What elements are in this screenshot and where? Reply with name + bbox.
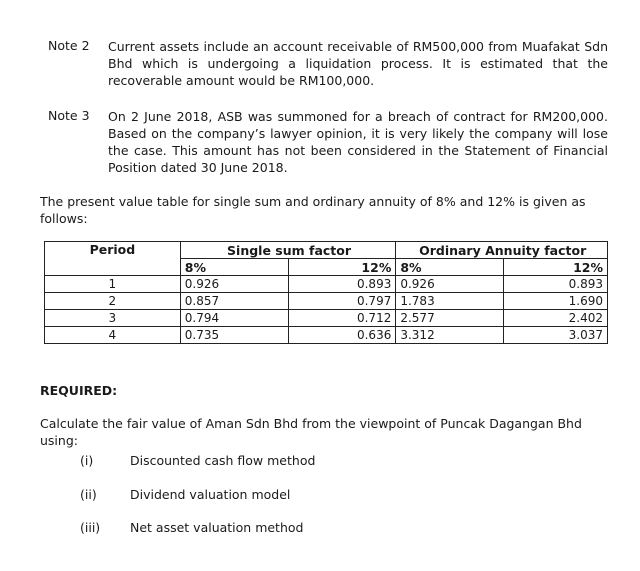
table-row <box>45 310 608 327</box>
period-cell: 3 <box>45 310 181 327</box>
single-12-cell: 0.797 <box>288 293 396 310</box>
period-header: Period <box>45 242 181 276</box>
single-12-cell: 0.636 <box>288 327 396 344</box>
item-text: Net asset valuation method <box>130 520 304 535</box>
single-sum-header: Single sum factor <box>180 242 396 259</box>
note-label: Note 3 <box>48 108 90 123</box>
single-8-cell: 0.794 <box>180 310 288 327</box>
annuity-12-cell: 0.893 <box>504 276 608 293</box>
rate-header-8: 8% <box>180 259 288 276</box>
question-text: Calculate the fair value of Aman Sdn Bhd from the viewpoint of Puncak Dagangan Bhd using: <box>40 416 582 448</box>
list-item <box>80 487 290 502</box>
list-item <box>80 520 303 535</box>
list-item <box>80 453 315 468</box>
table-row <box>45 276 608 293</box>
single-8-cell: 0.926 <box>180 276 288 293</box>
note-text: Current assets include an account receivable of RM500,000 from Muafakat Sdn Bhd which is undergoing a liquidation process. It is estimated that the recoverable amount would be RM100,000. <box>108 39 608 88</box>
item-text: Discounted cash flow method <box>130 453 316 468</box>
table-row <box>45 327 608 344</box>
single-8-cell: 0.857 <box>180 293 288 310</box>
annuity-8-cell: 3.312 <box>396 327 504 344</box>
single-12-cell: 0.712 <box>288 310 396 327</box>
required-heading: REQUIRED: <box>40 383 118 398</box>
present-value-table <box>44 241 608 344</box>
intro-paragraph: The present value table for single sum and ordinary annuity of 8% and 12% is given as follows: <box>40 194 586 226</box>
annuity-8-cell: 2.577 <box>396 310 504 327</box>
annuity-8-cell: 1.783 <box>396 293 504 310</box>
annuity-12-cell: 2.402 <box>504 310 608 327</box>
rate-header-12: 12% <box>504 259 608 276</box>
item-number: (iii) <box>80 520 101 535</box>
item-number: (i) <box>80 453 94 468</box>
note-text: On 2 June 2018, ASB was summoned for a breach of contract for RM200,000. Based on the company’s lawyer opinion, it is very likely the company will lose the case. This amount has not been considered in the Statement of Financial Position dated 30 June 2018. <box>108 109 608 175</box>
annuity-8-cell: 0.926 <box>396 276 504 293</box>
period-cell: 4 <box>45 327 181 344</box>
single-8-cell: 0.735 <box>180 327 288 344</box>
item-number: (ii) <box>80 487 97 502</box>
annuity-header: Ordinary Annuity factor <box>396 242 608 259</box>
item-text: Dividend valuation model <box>130 487 291 502</box>
period-cell: 1 <box>45 276 181 293</box>
rate-header-8: 8% <box>396 259 504 276</box>
note-label: Note 2 <box>48 38 90 53</box>
period-cell: 2 <box>45 293 181 310</box>
single-12-cell: 0.893 <box>288 276 396 293</box>
table-header-row <box>45 242 608 259</box>
annuity-12-cell: 1.690 <box>504 293 608 310</box>
rate-header-12: 12% <box>288 259 396 276</box>
annuity-12-cell: 3.037 <box>504 327 608 344</box>
table-row <box>45 293 608 310</box>
